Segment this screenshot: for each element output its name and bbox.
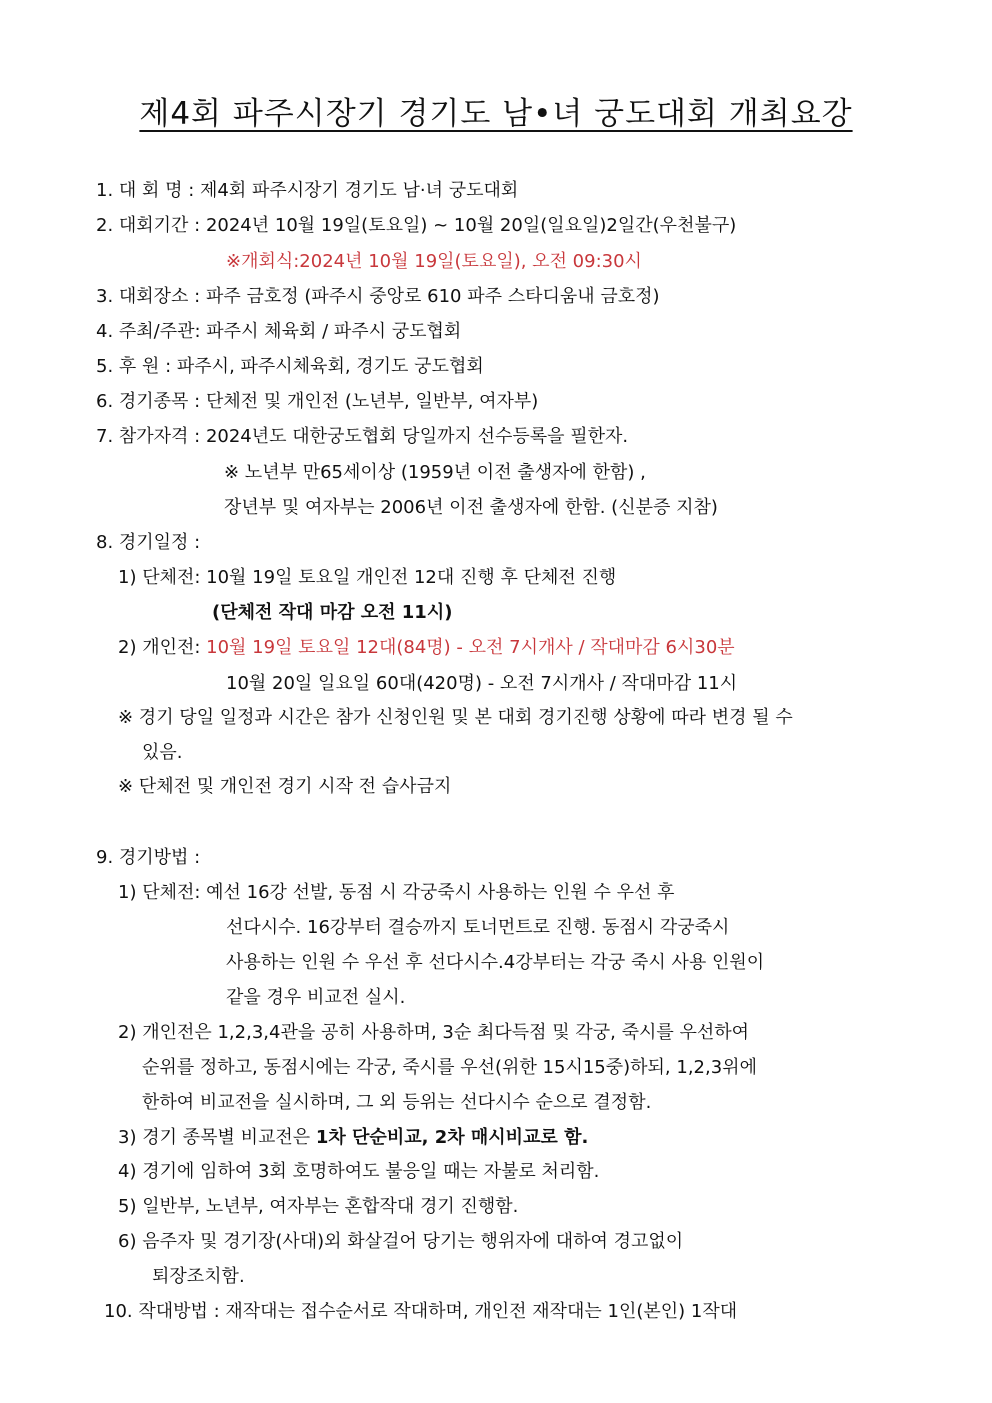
item-9-method: 9. 경기방법 :	[96, 847, 201, 868]
item-8-note-schedule-change: ※ 경기 당일 일정과 시간은 참가 신청인원 및 본 대회 경기진행 상황에 따라 변경 될 수	[118, 707, 793, 728]
item-8-note-schedule-change-cont: 있음.	[142, 742, 183, 763]
item-9-expulsion-cont: 퇴장조치함.	[152, 1266, 245, 1287]
item-8-team-schedule: 1) 단체전: 10월 19일 토요일 개인전 12대 진행 후 단체전 진행	[118, 567, 617, 588]
item-8-schedule: 8. 경기일정 :	[96, 532, 201, 553]
item-9-expulsion: 6) 음주자 및 경기장(사대)외 화살걸어 당기는 행위자에 대하여 경고없이	[118, 1231, 684, 1252]
document-title	[0, 88, 992, 133]
item-3-venue: 3. 대회장소 : 파주 금호정 (파주시 중앙로 610 파주 스타디움내 금호정)	[96, 286, 660, 307]
item-7-adult-note: 장년부 및 여자부는 2006년 이전 출생자에 한함. (신분증 지참)	[224, 497, 718, 518]
item-8-individual-day1-text: 10월 19일 토요일 12대(84명) - 오전 7시개사 / 작대마감 6시30분	[206, 637, 735, 658]
item-9-tiebreak	[118, 1126, 588, 1150]
item-9-tiebreak-rule: 1차 단순비교, 2차 매시비교로 함.	[315, 1127, 589, 1148]
item-9-individual-method-2: 순위를 정하고, 동점시에는 각궁, 죽시를 우선(위한 15시15중)하되, 1,2,3위에	[142, 1057, 757, 1078]
item-8-individual-day2: 10월 20일 일요일 60대(420명) - 오전 7시개사 / 작대마감 11시	[226, 673, 738, 694]
item-1-event-name: 1. 대 회 명 : 제4회 파주시장기 경기도 남·녀 궁도대회	[96, 180, 519, 201]
item-2-opening-ceremony: ※개회식:2024년 10월 19일(토요일), 오전 09:30시	[226, 251, 642, 272]
item-8-team-deadline: (단체전 작대 마감 오전 11시)	[212, 602, 453, 623]
item-8-individual-day1	[118, 636, 735, 660]
item-9-mixed-lineup: 5) 일반부, 노년부, 여자부는 혼합작대 경기 진행함.	[118, 1196, 519, 1217]
item-9-individual-method: 2) 개인전은 1,2,3,4관을 공히 사용하며, 3순 최다득점 및 각궁, 죽시를 우선하여	[118, 1022, 750, 1043]
item-7-eligibility: 7. 참가자격 : 2024년도 대한궁도협회 당일까지 선수등록을 필한자.	[96, 426, 629, 447]
item-9-team-method: 1) 단체전: 예선 16강 선발, 동점 시 각궁죽시 사용하는 인원 수 우선 후	[118, 882, 675, 903]
item-10-lineup-method: 10. 작대방법 : 재작대는 접수순서로 작대하며, 개인전 재작대는 1인(본인) 1작대	[104, 1301, 738, 1322]
item-4-host: 4. 주최/주관: 파주시 체육회 / 파주시 궁도협회	[96, 321, 462, 342]
item-9-individual-method-3: 한하여 비교전을 실시하며, 그 외 등위는 선다시수 순으로 결정함.	[142, 1092, 652, 1113]
item-9-team-method-4: 같을 경우 비교전 실시.	[226, 987, 406, 1008]
item-9-tiebreak-text: 3) 경기 종목별 비교전은	[118, 1127, 316, 1148]
item-9-team-method-3: 사용하는 인원 수 우선 후 선다시수.4강부터는 각궁 죽시 사용 인원이	[226, 952, 765, 973]
item-2-period: 2. 대회기간 : 2024년 10월 19일(토요일) ~ 10월 20일(일요일)2일간(우천불구)	[96, 215, 737, 236]
item-9-no-show: 4) 경기에 임하여 3회 호명하여도 불응일 때는 자불로 처리함.	[118, 1161, 600, 1182]
item-5-sponsor: 5. 후 원 : 파주시, 파주시체육회, 경기도 궁도협회	[96, 356, 484, 377]
item-9-team-method-2: 선다시수. 16강부터 결승까지 토너먼트로 진행. 동점시 각궁죽시	[226, 917, 730, 938]
item-8-individual-label: 2) 개인전:	[118, 637, 207, 658]
item-8-note-practice-ban: ※ 단체전 및 개인전 경기 시작 전 습사금지	[118, 776, 452, 797]
document-title-text: 제4회 파주시장기 경기도 남•녀 궁도대회 개최요강	[139, 96, 853, 132]
item-7-senior-note: ※ 노년부 만65세이상 (1959년 이전 출생자에 한함) ,	[224, 462, 646, 483]
item-6-events: 6. 경기종목 : 단체전 및 개인전 (노년부, 일반부, 여자부)	[96, 391, 539, 412]
